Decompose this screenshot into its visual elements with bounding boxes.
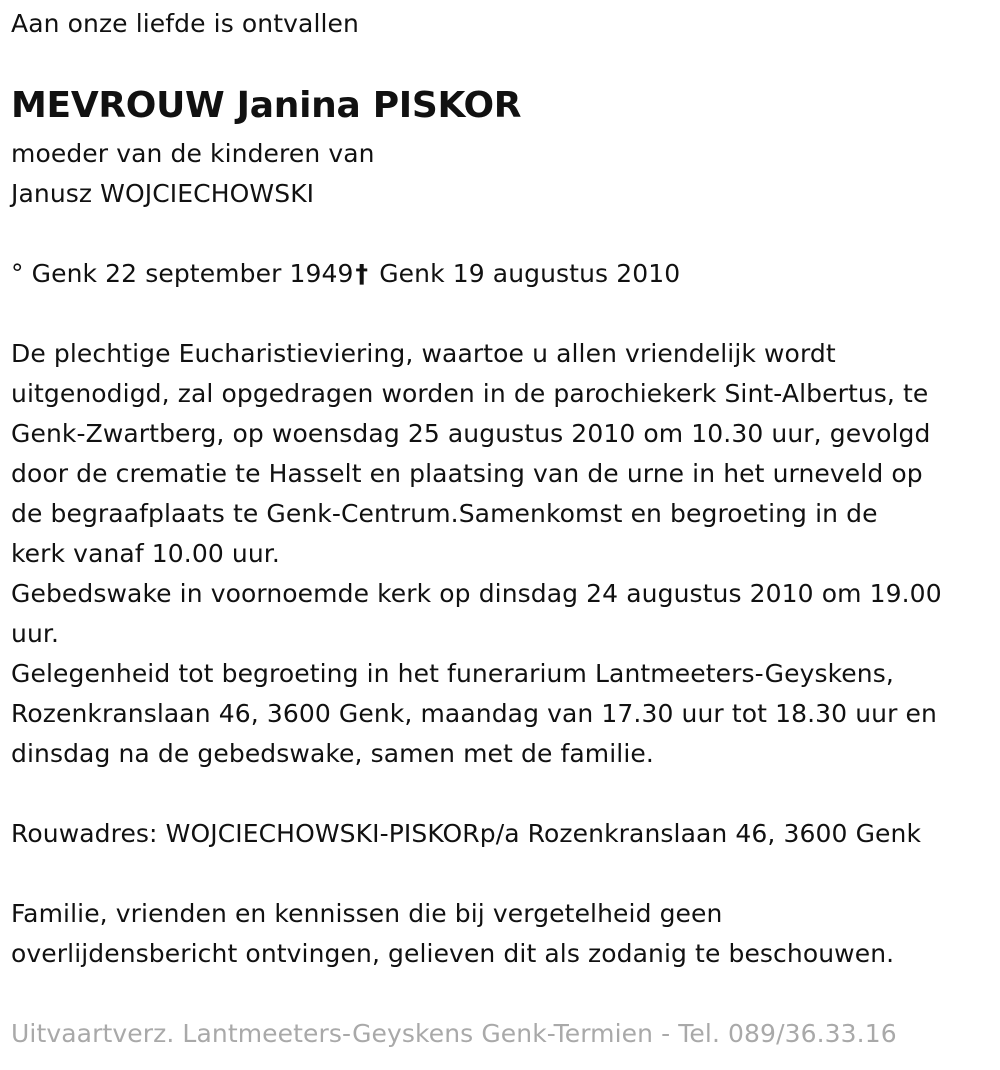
closing-line: Familie, vrienden en kennissen die bij vergetelheid geen xyxy=(11,899,723,928)
deceased-name: MEVROUW Janina PISKOR xyxy=(11,85,522,126)
ceremony-line: de begraafplaats te Genk-Centrum.Samenkomst en begroeting in de xyxy=(11,499,878,528)
ceremony-line: uitgenodigd, zal opgedragen worden in de parochiekerk Sint-Albertus, te xyxy=(11,379,929,408)
vigil-line: Gebedswake in voornoemde kerk op dinsdag 24 augustus 2010 om 19.00 xyxy=(11,579,942,608)
ceremony-line: kerk vanaf 10.00 uur. xyxy=(11,539,280,568)
intro-line: Aan onze liefde is ontvallen xyxy=(11,9,359,38)
death-date: Genk 19 augustus 2010 xyxy=(371,259,681,288)
ceremony-line: De plechtige Eucharistieviering, waartoe u allen vriendelijk wordt xyxy=(11,339,836,368)
visitation-line: dinsdag na de gebedswake, samen met de familie. xyxy=(11,739,654,768)
dates-line xyxy=(11,254,680,294)
relation-line: moeder van de kinderen van xyxy=(11,139,375,168)
ceremony-line: Genk-Zwartberg, op woensdag 25 augustus 2010 om 10.30 uur, gevolgd xyxy=(11,419,931,448)
visitation-line: Gelegenheid tot begroeting in het funerarium Lantmeeters-Geyskens, xyxy=(11,659,894,688)
closing-line: overlijdensbericht ontvingen, gelieven dit als zodanig te beschouwen. xyxy=(11,939,895,968)
birth-date: ° Genk 22 september 1949 xyxy=(11,259,354,288)
dagger-icon: † xyxy=(355,259,369,288)
relation-line: Janusz WOJCIECHOWSKI xyxy=(11,179,315,208)
visitation-line: Rozenkranslaan 46, 3600 Genk, maandag van 17.30 uur tot 18.30 uur en xyxy=(11,699,937,728)
mourning-address: Rouwadres: WOJCIECHOWSKI-PISKORp/a Rozenkranslaan 46, 3600 Genk xyxy=(11,819,922,848)
funeral-director-footer: Uitvaartverz. Lantmeeters-Geyskens Genk-Termien - Tel. 089/36.33.16 xyxy=(11,1019,897,1048)
vigil-line: uur. xyxy=(11,619,60,648)
ceremony-line: door de crematie te Hasselt en plaatsing van de urne in het urneveld op xyxy=(11,459,923,488)
